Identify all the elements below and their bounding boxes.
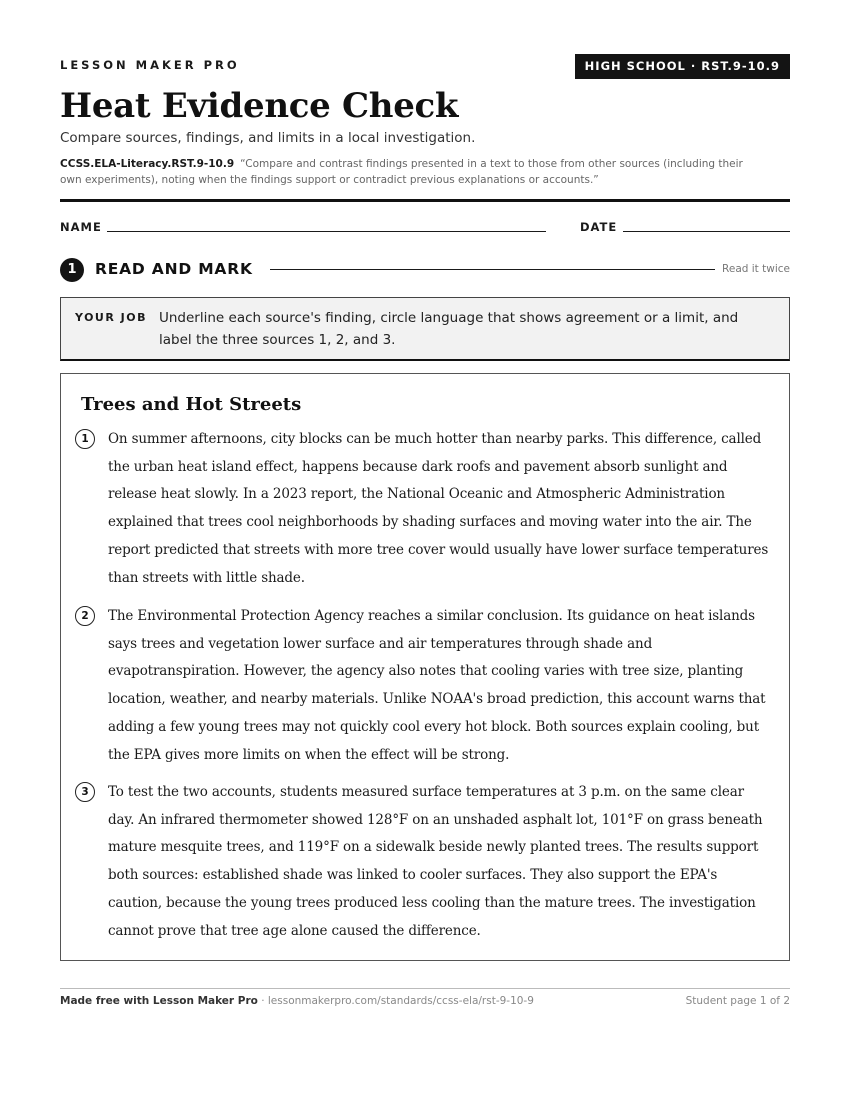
footer-made-with: Made free with Lesson Maker Pro: [60, 995, 258, 1007]
footer-page-number: Student page 1 of 2: [685, 995, 790, 1007]
page-subtitle: Compare sources, findings, and limits in a local investigation.: [60, 130, 476, 146]
standard-code: CCSS.ELA-Literacy.RST.9-10.9: [60, 158, 235, 170]
footer-url[interactable]: · lessonmakerpro.com/standards/ccss-ela/rst-9-10-9: [257, 995, 534, 1007]
grade-badge: HIGH SCHOOL · RST.9-10.9: [575, 54, 790, 79]
footer-divider: [60, 988, 790, 989]
section-note: Read it twice: [722, 263, 790, 275]
paragraph-number-badge: 3: [75, 782, 95, 802]
header-divider: [60, 199, 790, 202]
passage-title: Trees and Hot Streets: [81, 394, 302, 415]
section-title: READ AND MARK: [95, 260, 253, 278]
paragraph-text: To test the two accounts, students measured surface temperatures at 3 p.m. on the same clear day. An infrared thermometer showed 128°F on an unshaded asphalt lot, 101°F on grass beneath mature mesquite trees, and 119°F on a sidewalk beside newly planted trees. The results support both sources: established shade was linked to cooler surfaces. They also support the EPA's caution, because the young trees produced less cooling than the mature trees. The investigation cannot prove that tree age alone caused the difference.: [108, 784, 763, 939]
brand-label: LESSON MAKER PRO: [60, 58, 240, 72]
section-divider: [270, 269, 715, 270]
date-label: DATE: [580, 220, 618, 234]
standard-statement: [60, 156, 760, 188]
footer-credit: [60, 995, 534, 1007]
section-number-badge: 1: [60, 258, 84, 282]
passage-box: [60, 373, 790, 961]
paragraph-number-badge: 2: [75, 606, 95, 626]
date-line[interactable]: [623, 231, 790, 232]
paragraph-text: On summer afternoons, city blocks can be much hotter than nearby parks. This difference, called the urban heat island effect, happens because dark roofs and pavement absorb sunlight and release heat slowly. In a 2023 report, the National Oceanic and Atmospheric Administration explained that trees cool neighborhoods by shading surfaces and moving water into the air. The report predicted that streets with more tree cover would usually have lower surface temperatures than streets with little shade.: [108, 431, 769, 586]
paragraph-text: The Environmental Protection Agency reaches a similar conclusion. Its guidance on heat islands says trees and vegetation lower surface and air temperatures through shade and evapotranspiration. However, the agency also notes that cooling varies with tree size, planting location, weather, and nearby materials. Unlike NOAA's broad prediction, this account warns that adding a few young trees may not quickly cool every hot block. Both sources explain cooling, but the EPA gives more limits on when the effect will be strong.: [108, 608, 766, 763]
name-label: NAME: [60, 220, 102, 234]
job-label: YOUR JOB: [75, 311, 147, 324]
name-line[interactable]: [107, 231, 546, 232]
job-box: [60, 297, 790, 361]
page-title: Heat Evidence Check: [60, 86, 459, 126]
job-instructions: Underline each source's finding, circle language that shows agreement or a limit, and label the three sources 1, 2, and 3.: [159, 310, 739, 348]
paragraph-number-badge: 1: [75, 429, 95, 449]
standard-text: “Compare and contrast findings presented in a text to those from other sources (including their own experiments), noting when the findings support or contradict previous explanations or accounts.”: [60, 158, 743, 186]
